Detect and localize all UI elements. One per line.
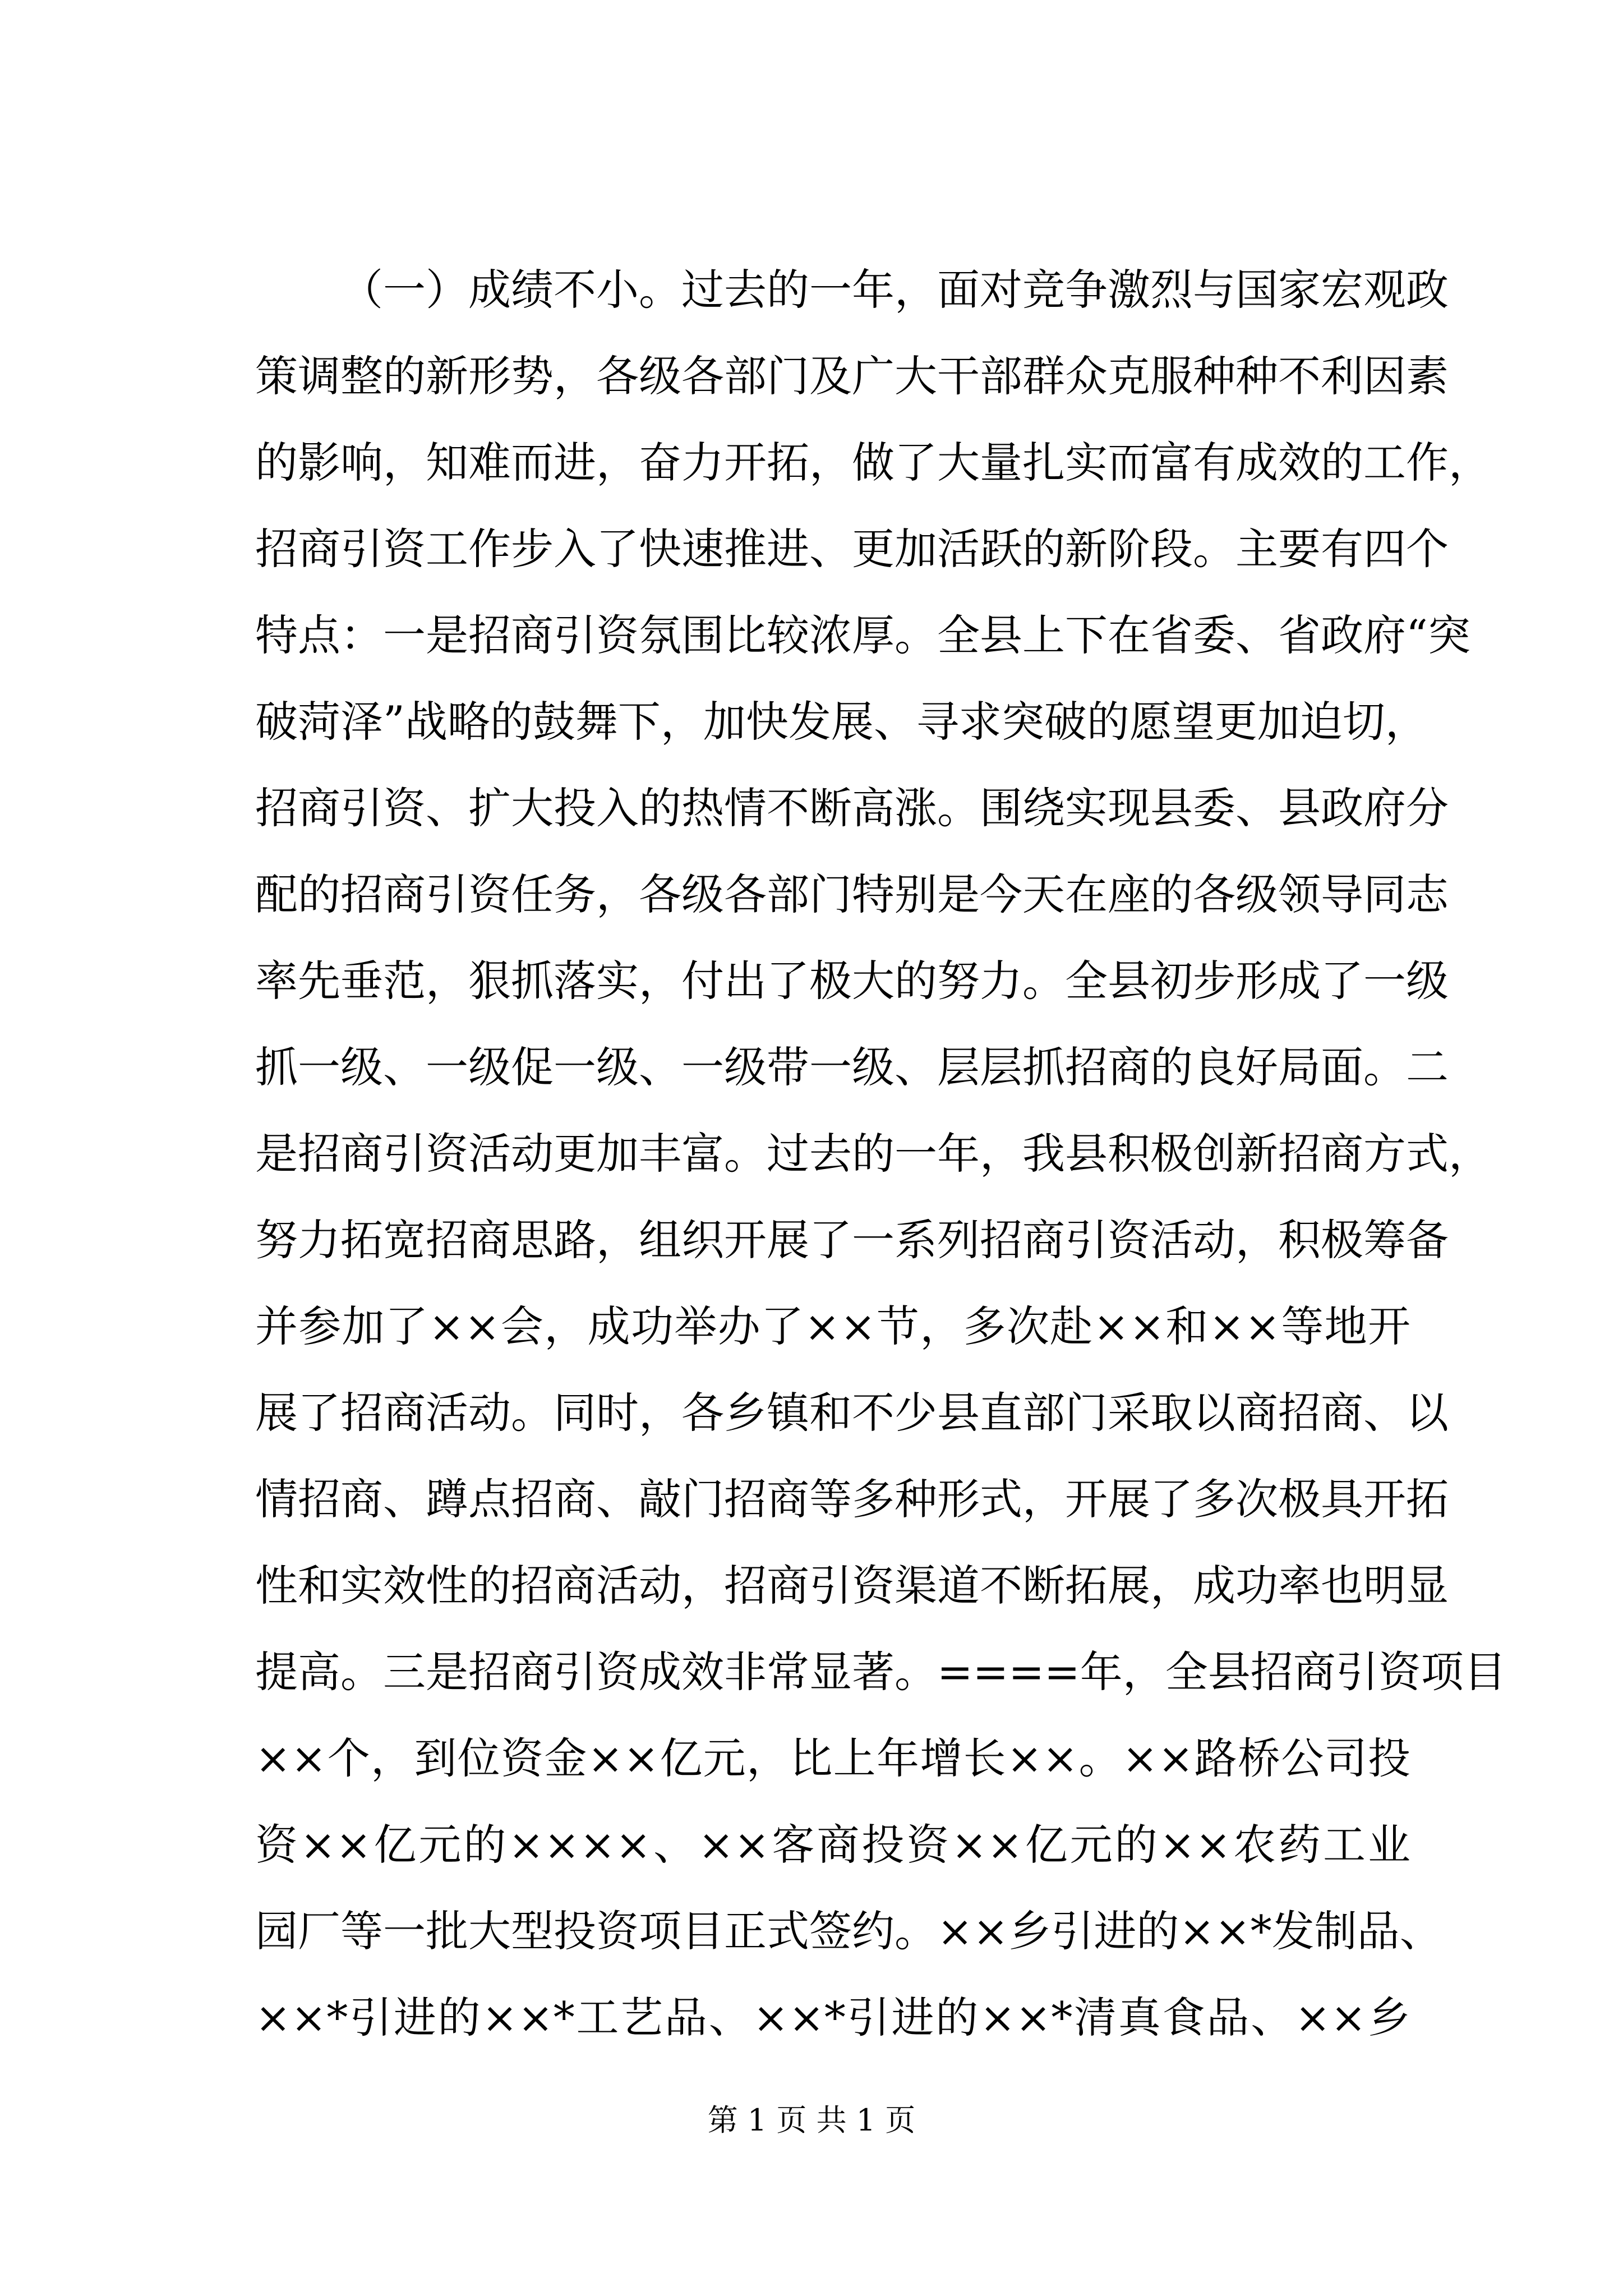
text-line: 是招商引资活动更加丰富。过去的一年，我县积极创新招商方式， — [255, 1129, 1491, 1179]
text-line: 率先垂范，狠抓落实，付出了极大的努力。全县初步形成了一级 — [255, 956, 1449, 1006]
text-line: （一）成绩不小。过去的一年，面对竞争激烈与国家宏观政 — [340, 265, 1449, 315]
text-line: 园厂等一批大型投资项目正式签约。××乡引进的××*发制品、 — [255, 1906, 1442, 1956]
text-line: 的影响，知难而进，奋力开拓，做了大量扎实而富有成效的工作， — [255, 438, 1491, 487]
text-line: 招商引资工作步入了快速推进、更加活跃的新阶段。主要有四个 — [255, 524, 1449, 574]
text-line: ××*引进的××*工艺品、××*引进的××*清真食品、××乡 — [255, 1993, 1410, 2042]
text-line: 情招商、蹲点招商、敲门招商等多种形式，开展了多次极具开拓 — [255, 1474, 1449, 1524]
text-line: 抓一级、一级促一级、一级带一级、层层抓招商的良好局面。二 — [255, 1042, 1449, 1092]
text-line: 招商引资、扩大投入的热情不断高涨。围绕实现县委、县政府分 — [255, 783, 1449, 833]
text-line: 展了招商活动。同时，各乡镇和不少县直部门采取以商招商、以 — [255, 1388, 1449, 1438]
text-line: ××个，到位资金××亿元，比上年增长××。××路桥公司投 — [255, 1733, 1410, 1783]
text-line: 策调整的新形势，各级各部门及广大干部群众克服种种不利因素 — [255, 351, 1449, 401]
text-line: 资××亿元的××××、××客商投资××亿元的××农药工业 — [255, 1820, 1410, 1870]
text-line: 性和实效性的招商活动，招商引资渠道不断拓展，成功率也明显 — [255, 1561, 1449, 1611]
text-line: 特点：一是招商引资氛围比较浓厚。全县上下在省委、省政府“突 — [255, 610, 1470, 660]
text-line: 提高。三是招商引资成效非常显著。====年，全县招商引资项目 — [255, 1647, 1506, 1697]
body-text — [255, 247, 1506, 2061]
page-footer: 第 1 页 共 1 页 — [707, 2102, 916, 2138]
text-line: 并参加了××会，成功举办了××节，多次赴××和××等地开 — [255, 1301, 1410, 1351]
text-line: 破菏泽”战略的鼓舞下，加快发展、寻求突破的愿望更加迫切， — [255, 697, 1428, 747]
text-line: 配的招商引资任务，各级各部门特别是今天在座的各级领导同志 — [255, 869, 1449, 919]
text-line: 努力拓宽招商思路，组织开展了一系列招商引资活动，积极筹备 — [255, 1215, 1449, 1265]
